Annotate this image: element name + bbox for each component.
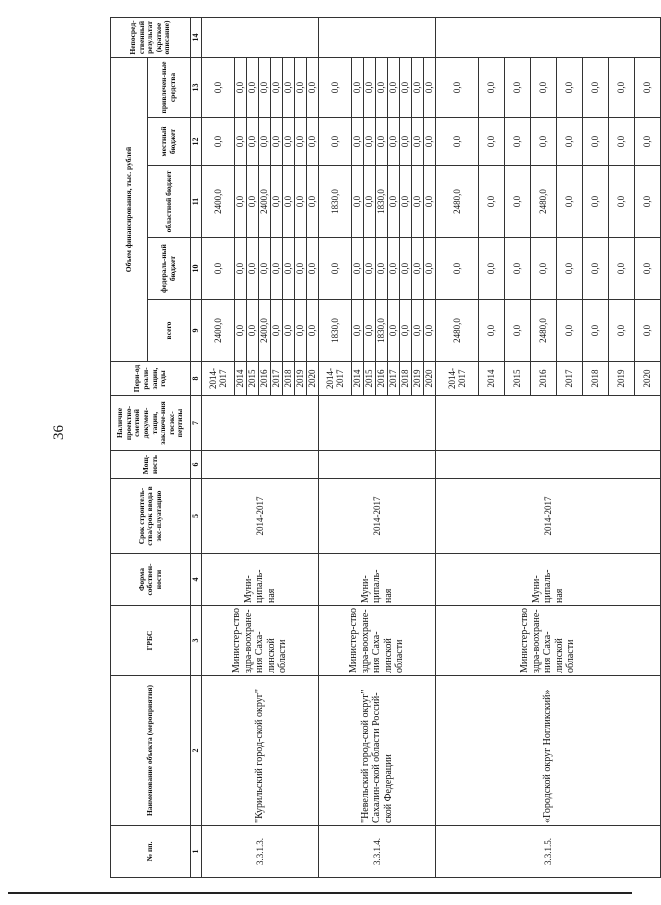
federal-value: 0,0 — [436, 238, 479, 300]
result-description — [436, 18, 661, 58]
ownership-form: Муни-ципаль-ная — [436, 554, 661, 606]
regional-value: 0,0 — [388, 166, 400, 238]
total-value: 0,0 — [307, 300, 319, 362]
regional-value: 0,0 — [283, 166, 295, 238]
period-year: 2017 — [557, 362, 583, 396]
total-value: 0,0 — [271, 300, 283, 362]
regional-value: 0,0 — [479, 166, 505, 238]
attracted-value: 0,0 — [364, 58, 376, 118]
ownership-form: Муни-ципаль-ная — [202, 554, 319, 606]
header-local: местный бюджет — [148, 118, 191, 166]
regional-value: 0,0 — [235, 166, 247, 238]
local-value: 0,0 — [295, 118, 307, 166]
total-value: 1830,0 — [376, 300, 388, 362]
regional-value: 0,0 — [635, 166, 661, 238]
local-value: 0,0 — [479, 118, 505, 166]
page-number: 36 — [51, 425, 67, 440]
federal-value: 0,0 — [307, 238, 319, 300]
period-year: 2014-2017 — [319, 362, 352, 396]
period-year: 2019 — [609, 362, 635, 396]
federal-value: 0,0 — [364, 238, 376, 300]
column-index: 14 — [191, 18, 202, 58]
attracted-value: 0,0 — [400, 58, 412, 118]
federal-value: 0,0 — [295, 238, 307, 300]
federal-value: 0,0 — [202, 238, 235, 300]
regional-value: 2480,0 — [436, 166, 479, 238]
attracted-value: 0,0 — [352, 58, 364, 118]
header-ownership: Форма собствен-ности — [111, 554, 191, 606]
local-value: 0,0 — [376, 118, 388, 166]
attracted-value: 0,0 — [436, 58, 479, 118]
header-capacity: Мощ-ность — [111, 451, 191, 479]
regional-value: 0,0 — [609, 166, 635, 238]
attracted-value: 0,0 — [202, 58, 235, 118]
period-year: 2020 — [307, 362, 319, 396]
local-value: 0,0 — [283, 118, 295, 166]
result-description — [202, 18, 319, 58]
attracted-value: 0,0 — [635, 58, 661, 118]
total-value: 0,0 — [364, 300, 376, 362]
header-attracted: привлечен-ные средства — [148, 58, 191, 118]
result-description — [319, 18, 436, 58]
period-year: 2019 — [412, 362, 424, 396]
item-number: 3.3.1.4. — [319, 826, 436, 878]
federal-value: 0,0 — [505, 238, 531, 300]
attracted-value: 0,0 — [505, 58, 531, 118]
local-value: 0,0 — [400, 118, 412, 166]
column-index: 5 — [191, 479, 202, 554]
total-value: 0,0 — [609, 300, 635, 362]
regional-value: 0,0 — [400, 166, 412, 238]
local-value: 0,0 — [352, 118, 364, 166]
period-year: 2017 — [388, 362, 400, 396]
regional-value: 0,0 — [352, 166, 364, 238]
column-index: 3 — [191, 606, 202, 676]
column-index: 11 — [191, 166, 202, 238]
total-value: 0,0 — [424, 300, 436, 362]
header-construction-term: Срок строитель-ства/срок ввода в экс-плуатацию — [111, 479, 191, 554]
column-index: 10 — [191, 238, 202, 300]
regional-value: 0,0 — [557, 166, 583, 238]
attracted-value: 0,0 — [376, 58, 388, 118]
object-name: "Невельский город-ской округ" Сахалин-ской области Россий-ской Федерации — [319, 676, 436, 826]
total-value: 1830,0 — [319, 300, 352, 362]
period-year: 2016 — [531, 362, 557, 396]
regional-value: 0,0 — [364, 166, 376, 238]
total-value: 2480,0 — [436, 300, 479, 362]
header-federal: федераль-ный бюджет — [148, 238, 191, 300]
period-year: 2015 — [247, 362, 259, 396]
attracted-value: 0,0 — [271, 58, 283, 118]
federal-value: 0,0 — [531, 238, 557, 300]
column-index: 7 — [191, 396, 202, 451]
header-object-name: Наименование объекта (мероприятия) — [111, 676, 191, 826]
regional-value: 0,0 — [424, 166, 436, 238]
total-value: 0,0 — [479, 300, 505, 362]
grbs-name: Министер-ство здра-воохране-ния Саха-линской области — [319, 606, 436, 676]
regional-value: 1830,0 — [376, 166, 388, 238]
federal-value: 0,0 — [235, 238, 247, 300]
local-value: 0,0 — [247, 118, 259, 166]
construction-term: 2014-2017 — [436, 479, 661, 554]
federal-value: 0,0 — [352, 238, 364, 300]
header-total: всего — [148, 300, 191, 362]
period-year: 2018 — [583, 362, 609, 396]
total-value: 0,0 — [583, 300, 609, 362]
attracted-value: 0,0 — [531, 58, 557, 118]
column-index: 6 — [191, 451, 202, 479]
period-year: 2015 — [505, 362, 531, 396]
local-value: 0,0 — [259, 118, 271, 166]
attracted-value: 0,0 — [479, 58, 505, 118]
object-name: "Курильский город-ской округ" — [202, 676, 319, 826]
period-year: 2018 — [400, 362, 412, 396]
local-value: 0,0 — [436, 118, 479, 166]
grbs-name: Министер-ство здра-воохране-ния Саха-линской области — [202, 606, 319, 676]
design-docs — [436, 396, 661, 451]
attracted-value: 0,0 — [412, 58, 424, 118]
total-value: 0,0 — [388, 300, 400, 362]
total-value: 2400,0 — [202, 300, 235, 362]
header-design-docs: Наличие проектно-сметной докумен-тации, заключе-ния госэкс-пертизы — [111, 396, 191, 451]
attracted-value: 0,0 — [307, 58, 319, 118]
federal-value: 0,0 — [376, 238, 388, 300]
regional-value: 2400,0 — [259, 166, 271, 238]
attracted-value: 0,0 — [283, 58, 295, 118]
item-number: 3.3.1.3. — [202, 826, 319, 878]
local-value: 0,0 — [235, 118, 247, 166]
attracted-value: 0,0 — [235, 58, 247, 118]
period-year: 2020 — [635, 362, 661, 396]
federal-value: 0,0 — [247, 238, 259, 300]
local-value: 0,0 — [505, 118, 531, 166]
total-value: 0,0 — [505, 300, 531, 362]
column-index: 1 — [191, 826, 202, 878]
regional-value: 0,0 — [247, 166, 259, 238]
rotated-table-container — [110, 18, 653, 878]
period-year: 2016 — [259, 362, 271, 396]
period-year: 2014 — [352, 362, 364, 396]
regional-value: 0,0 — [307, 166, 319, 238]
attracted-value: 0,0 — [295, 58, 307, 118]
regional-value: 2480,0 — [531, 166, 557, 238]
object-name: «Городской округ Ногликский» — [436, 676, 661, 826]
total-value: 2400,0 — [259, 300, 271, 362]
column-index: 4 — [191, 554, 202, 606]
table-body — [202, 18, 661, 878]
table-row — [436, 18, 479, 878]
grbs-name: Министер-ство здра-воохране-ния Саха-линской области — [436, 606, 661, 676]
local-value: 0,0 — [424, 118, 436, 166]
total-value: 0,0 — [295, 300, 307, 362]
construction-term: 2014-2017 — [202, 479, 319, 554]
federal-value: 0,0 — [609, 238, 635, 300]
period-year: 2014 — [235, 362, 247, 396]
total-value: 0,0 — [635, 300, 661, 362]
construction-term: 2014-2017 — [319, 479, 436, 554]
attracted-value: 0,0 — [247, 58, 259, 118]
local-value: 0,0 — [319, 118, 352, 166]
period-year: 2016 — [376, 362, 388, 396]
capacity — [436, 451, 661, 479]
design-docs — [202, 396, 319, 451]
federal-value: 0,0 — [479, 238, 505, 300]
federal-value: 0,0 — [400, 238, 412, 300]
financing-table — [110, 17, 661, 878]
total-value: 0,0 — [283, 300, 295, 362]
table-row — [319, 18, 352, 878]
header-funding: Объем финансирования, тыс. рублей — [111, 58, 148, 362]
header-period: Пери-од реали-зации, годы — [111, 362, 191, 396]
period-year: 2014 — [479, 362, 505, 396]
capacity — [202, 451, 319, 479]
period-year: 2014-2017 — [436, 362, 479, 396]
regional-value: 0,0 — [295, 166, 307, 238]
header-result: Непосред-ственный результат (краткое описание) — [111, 18, 191, 58]
period-year: 2014-2017 — [202, 362, 235, 396]
column-index: 12 — [191, 118, 202, 166]
federal-value: 0,0 — [319, 238, 352, 300]
local-value: 0,0 — [364, 118, 376, 166]
attracted-value: 0,0 — [583, 58, 609, 118]
attracted-value: 0,0 — [388, 58, 400, 118]
period-year: 2015 — [364, 362, 376, 396]
regional-value: 0,0 — [412, 166, 424, 238]
column-index: 13 — [191, 58, 202, 118]
header-regional: областной бюджет — [148, 166, 191, 238]
local-value: 0,0 — [531, 118, 557, 166]
period-year: 2017 — [271, 362, 283, 396]
federal-value: 0,0 — [412, 238, 424, 300]
bottom-rule — [8, 892, 632, 894]
regional-value: 0,0 — [583, 166, 609, 238]
table-row — [202, 18, 235, 878]
ownership-form: Муни-ципаль-ная — [319, 554, 436, 606]
federal-value: 0,0 — [635, 238, 661, 300]
header-row-1 — [111, 18, 148, 878]
header-number: № пп. — [111, 826, 191, 878]
regional-value: 1830,0 — [319, 166, 352, 238]
local-value: 0,0 — [412, 118, 424, 166]
item-number: 3.3.1.5. — [436, 826, 661, 878]
local-value: 0,0 — [635, 118, 661, 166]
total-value: 2480,0 — [531, 300, 557, 362]
header-grbs: ГРБС — [111, 606, 191, 676]
period-year: 2018 — [283, 362, 295, 396]
local-value: 0,0 — [307, 118, 319, 166]
period-year: 2020 — [424, 362, 436, 396]
column-index-row — [191, 18, 202, 878]
federal-value: 0,0 — [557, 238, 583, 300]
regional-value: 2400,0 — [202, 166, 235, 238]
total-value: 0,0 — [400, 300, 412, 362]
attracted-value: 0,0 — [319, 58, 352, 118]
local-value: 0,0 — [388, 118, 400, 166]
regional-value: 0,0 — [505, 166, 531, 238]
federal-value: 0,0 — [583, 238, 609, 300]
column-index: 8 — [191, 362, 202, 396]
federal-value: 0,0 — [424, 238, 436, 300]
column-index: 2 — [191, 676, 202, 826]
total-value: 0,0 — [352, 300, 364, 362]
local-value: 0,0 — [609, 118, 635, 166]
attracted-value: 0,0 — [609, 58, 635, 118]
total-value: 0,0 — [557, 300, 583, 362]
design-docs — [319, 396, 436, 451]
local-value: 0,0 — [271, 118, 283, 166]
federal-value: 0,0 — [271, 238, 283, 300]
federal-value: 0,0 — [259, 238, 271, 300]
period-year: 2019 — [295, 362, 307, 396]
attracted-value: 0,0 — [424, 58, 436, 118]
attracted-value: 0,0 — [259, 58, 271, 118]
total-value: 0,0 — [235, 300, 247, 362]
regional-value: 0,0 — [271, 166, 283, 238]
local-value: 0,0 — [557, 118, 583, 166]
federal-value: 0,0 — [283, 238, 295, 300]
column-index: 9 — [191, 300, 202, 362]
attracted-value: 0,0 — [557, 58, 583, 118]
local-value: 0,0 — [583, 118, 609, 166]
local-value: 0,0 — [202, 118, 235, 166]
total-value: 0,0 — [412, 300, 424, 362]
capacity — [319, 451, 436, 479]
federal-value: 0,0 — [388, 238, 400, 300]
total-value: 0,0 — [247, 300, 259, 362]
